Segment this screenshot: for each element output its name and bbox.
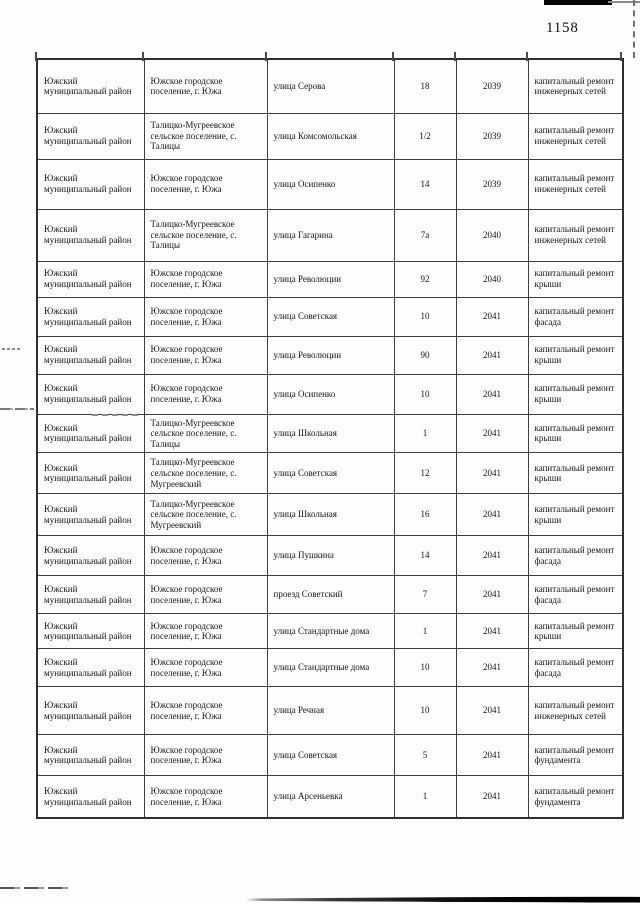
cell-house: 12 (394, 453, 456, 494)
cell-settlement: Южское городское поселение, г. Южа (144, 576, 267, 614)
cell-settlement: Южское городское поселение, г. Южа (144, 536, 267, 576)
cell-year: 2041 (456, 297, 528, 336)
cell-settlement: Южское городское поселение, г. Южа (144, 687, 267, 735)
cell-street: проезд Советский (267, 576, 394, 614)
cell-work: капитальный ремонт фасада (528, 649, 623, 687)
cell-district: Южский муниципальный район (37, 336, 144, 374)
cell-street: улица Серова (267, 59, 394, 113)
cell-street: улица Комсомольская (267, 113, 394, 159)
cell-house: 1 (394, 414, 456, 453)
scan-artifact-margin-dash-1 (2, 348, 21, 350)
table-row (37, 687, 623, 735)
page-number: 1158 (546, 20, 579, 36)
cell-settlement: Талицко-Мугреевское сельское поселение, с. Талицы (144, 113, 267, 159)
table-row (37, 453, 623, 494)
cell-house: 10 (394, 649, 456, 687)
cell-street: улица Гагарина (267, 209, 394, 261)
cell-settlement: Южское городское поселение, г. Южа (144, 59, 267, 113)
cell-year: 2039 (456, 113, 528, 159)
table-row (37, 209, 623, 261)
cell-district: Южский муниципальный район (37, 687, 144, 735)
cell-work: капитальный ремонт крыши (528, 614, 623, 649)
cell-year: 2041 (456, 687, 528, 735)
cell-work: капитальный ремонт инженерных сетей (528, 59, 623, 113)
cell-street: улица Осипенко (267, 374, 394, 414)
cell-district: Южский муниципальный район (37, 494, 144, 536)
cell-year: 2041 (456, 336, 528, 374)
cell-year: 2039 (456, 59, 528, 113)
cell-settlement: Талицко-Мугреевское сельское поселение, с. Талицы (144, 209, 267, 261)
repair-schedule-table (36, 58, 624, 819)
table-row (37, 159, 623, 209)
cell-house: 90 (394, 336, 456, 374)
table-row (37, 494, 623, 536)
cell-work: капитальный ремонт крыши (528, 374, 623, 414)
table-row (37, 576, 623, 614)
cell-settlement: Южское городское поселение, г. Южа (144, 776, 267, 818)
cell-house: 14 (394, 159, 456, 209)
cell-year: 2041 (456, 576, 528, 614)
scan-artifact-top-bar (544, 0, 612, 5)
cell-year: 2040 (456, 261, 528, 297)
cell-house: 7 (394, 576, 456, 614)
cell-house: 10 (394, 374, 456, 414)
cell-work: капитальный ремонт инженерных сетей (528, 159, 623, 209)
scan-artifact-margin-dash-2 (0, 408, 34, 410)
cell-house: 10 (394, 297, 456, 336)
cell-work: капитальный ремонт фундамента (528, 735, 623, 776)
cell-street: улица Пушкина (267, 536, 394, 576)
cell-street: улица Советская (267, 297, 394, 336)
cell-house: 7а (394, 209, 456, 261)
cell-work: капитальный ремонт крыши (528, 261, 623, 297)
cell-year: 2040 (456, 209, 528, 261)
cell-settlement: Южское городское поселение, г. Южа (144, 614, 267, 649)
cell-house: 18 (394, 59, 456, 113)
cell-work: капитальный ремонт фасада (528, 576, 623, 614)
cell-street: улица Революции (267, 336, 394, 374)
cell-year: 2041 (456, 536, 528, 576)
cell-settlement: Южское городское поселение, г. Южа (144, 297, 267, 336)
cell-district: Южский муниципальный район (37, 159, 144, 209)
cell-settlement: Талицко-Мугреевское сельское поселение, с. Талицы (144, 414, 267, 453)
cell-work: капитальный ремонт фасада (528, 536, 623, 576)
cell-house: 1/2 (394, 113, 456, 159)
cell-settlement: Южское городское поселение, г. Южа (144, 735, 267, 776)
cell-district: Южский муниципальный район (37, 776, 144, 818)
cell-year: 2041 (456, 776, 528, 818)
cell-work: капитальный ремонт фасада (528, 297, 623, 336)
cell-year: 2041 (456, 414, 528, 453)
cell-work: капитальный ремонт фундамента (528, 776, 623, 818)
table-row (37, 261, 623, 297)
scan-artifact-bottom-streak (246, 895, 640, 902)
table-row (37, 414, 623, 453)
cell-year: 2041 (456, 649, 528, 687)
cell-street: улица Стандартные дома (267, 649, 394, 687)
cell-work: капитальный ремонт инженерных сетей (528, 687, 623, 735)
cell-year: 2041 (456, 614, 528, 649)
repair-table-body (37, 59, 623, 818)
cell-year: 2041 (456, 735, 528, 776)
cell-house: 16 (394, 494, 456, 536)
cell-street: улица Школьная (267, 494, 394, 536)
scan-artifact-right-dashes (633, 0, 635, 58)
cell-district: Южский муниципальный район (37, 59, 144, 113)
cell-street: улица Советская (267, 453, 394, 494)
scan-artifact-bottom-left-line (0, 887, 70, 889)
cell-settlement: Южское городское поселение, г. Южа (144, 374, 267, 414)
cell-district: Южский муниципальный район (37, 614, 144, 649)
cell-district: Южский муниципальный район (37, 261, 144, 297)
cell-work: капитальный ремонт инженерных сетей (528, 209, 623, 261)
cell-house: 1 (394, 776, 456, 818)
cell-street: улица Стандартные дома (267, 614, 394, 649)
cell-district: Южский муниципальный район (37, 453, 144, 494)
table-row (37, 374, 623, 414)
cell-district: Южский муниципальный район (37, 576, 144, 614)
table-row (37, 59, 623, 113)
cell-district: Южский муниципальный район (37, 536, 144, 576)
table-row (37, 536, 623, 576)
cell-settlement: Южское городское поселение, г. Южа (144, 649, 267, 687)
cell-work: капитальный ремонт инженерных сетей (528, 113, 623, 159)
cell-house: 1 (394, 614, 456, 649)
table-row (37, 336, 623, 374)
cell-settlement: Талицко-Мугреевское сельское поселение, с. Мугреевский (144, 453, 267, 494)
cell-district: Южский муниципальный район (37, 113, 144, 159)
cell-street: улица Осипенко (267, 159, 394, 209)
cell-district: Южский муниципальный район (37, 374, 144, 414)
table-row (37, 735, 623, 776)
cell-work: капитальный ремонт крыши (528, 453, 623, 494)
cell-settlement: Южское городское поселение, г. Южа (144, 261, 267, 297)
cell-house: 92 (394, 261, 456, 297)
cell-district: Южский муниципальный район (37, 414, 144, 453)
cell-settlement: Талицко-Мугреевское сельское поселение, с. Мугреевский (144, 494, 267, 536)
scan-artifact-top-line (608, 1, 640, 3)
cell-street: улица Советская (267, 735, 394, 776)
cell-work: капитальный ремонт крыши (528, 336, 623, 374)
cell-year: 2041 (456, 374, 528, 414)
cell-work: капитальный ремонт крыши (528, 414, 623, 453)
table-row (37, 649, 623, 687)
cell-district: Южский муниципальный район (37, 649, 144, 687)
cell-district: Южский муниципальный район (37, 297, 144, 336)
cell-street: улица Речная (267, 687, 394, 735)
cell-work: капитальный ремонт крыши (528, 494, 623, 536)
cell-district: Южский муниципальный район (37, 735, 144, 776)
cell-house: 14 (394, 536, 456, 576)
table-row (37, 776, 623, 818)
cell-street: улица Арсеньевка (267, 776, 394, 818)
cell-year: 2041 (456, 453, 528, 494)
cell-street: улица Революции (267, 261, 394, 297)
cell-house: 5 (394, 735, 456, 776)
cell-year: 2039 (456, 159, 528, 209)
table-row (37, 614, 623, 649)
table-row (37, 297, 623, 336)
cell-house: 10 (394, 687, 456, 735)
cell-settlement: Южское городское поселение, г. Южа (144, 336, 267, 374)
cell-district: Южский муниципальный район (37, 209, 144, 261)
cell-street: улица Школьная (267, 414, 394, 453)
cell-year: 2041 (456, 494, 528, 536)
table-row (37, 113, 623, 159)
cell-settlement: Южское городское поселение, г. Южа (144, 159, 267, 209)
